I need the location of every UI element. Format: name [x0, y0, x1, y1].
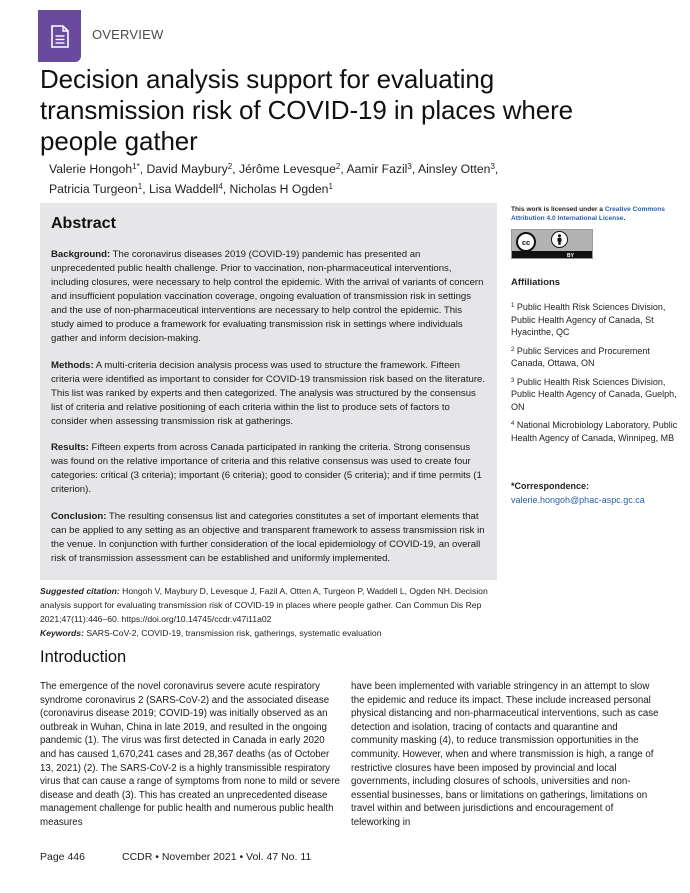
author: Jérôme Levesque$^2$: [238, 162, 341, 176]
license-notice: [511, 205, 686, 223]
keywords-text: SARS-CoV-2, COVID-19, transmission risk, gatherings, systematic evaluation: [83, 628, 382, 638]
affiliation-item: $^3$ Public Health Risk Sciences Division, Public Health Agency of Canada, Guelph, ON: [511, 376, 677, 412]
affiliation-item: $^4$ National Microbiology Laboratory, Public Health Agency of Canada, Winnipeg, MB: [511, 420, 678, 443]
keywords-label: Keywords:: [40, 628, 84, 638]
author-affiliation-marker: 1: [137, 182, 143, 191]
intro-left-column: The emergence of the novel coronavirus severe acute respiratory syndrome coronavirus 2 (SARS-CoV-2) and the associated disease (coronavirus disease 2019; COVID-19) was initially observed as an outbreak in Wuhan, China in late 2019, and resulted in the ongoing pandemic (1). The virus was first detected in Canada in early 2020 and has caused 1,670,241 cases and 28,367 deaths (as of October 13, 2021) (2). The SARS-CoV-2 is a highly transmissible respiratory virus that can cause a range of symptoms from none to mild or severe disease and death (3). This has created an unprecedented disease management challenge for public health and numerous public health measures: [40, 681, 340, 828]
affiliations-heading: Affiliations: [511, 277, 561, 288]
abstract-heading: Abstract: [51, 215, 116, 232]
affiliation-item: $^1$ Public Health Risk Sciences Division, Public Health Agency of Canada, St Hyacinthe, QC: [511, 302, 666, 337]
author: Patricia Turgeon$^1$: [49, 182, 143, 196]
affiliation-number: 3: [511, 377, 515, 384]
citation-text: Hongoh V, Maybury D, Levesque J, Fazil A, Otten A, Turgeon P, Waddell L, Ogden NH. Decision analysis support for evaluating transmission risk of COVID-19 in places where people gather. Can Commun Dis Rep 2021;47(11):446–60. https://doi.org/10.14745/ccdr.v47i11a02: [40, 586, 488, 624]
author-affiliation-marker: 4: [218, 182, 223, 191]
license-prefix: This work is licensed under a: [511, 206, 605, 213]
abstract-section-label: Conclusion:: [51, 510, 107, 522]
affiliation-number: 2: [511, 346, 515, 353]
author-affiliation-marker: 2: [227, 162, 233, 171]
author-affiliation-marker: 1*: [132, 162, 140, 171]
author: David Maybury$^2$: [146, 162, 233, 176]
citation-label: Suggested citation:: [40, 586, 120, 596]
author: Lisa Waddell$^4$: [148, 182, 223, 196]
abstract-paragraph: Results: Fifteen experts from across Canada participated in ranking the criteria. Strong consensus was found on the relative importance of criteria and this relative consensus was used to create four categories: critical (3 criteria); important (6 criteria); good to consider (5 criteria); and if time permits (1 criterion).: [51, 442, 482, 495]
document-icon: [51, 25, 69, 48]
abstract-box: [40, 203, 497, 580]
cc-badge-bottom: [512, 251, 592, 258]
cc-by-badge[interactable]: [511, 229, 593, 259]
section-label: OVERVIEW: [92, 27, 164, 42]
abstract-paragraph: Conclusion: The resulting consensus list and categories constitutes a set of important elements that can be applied to any setting as an objective and transparent framework to assess transmission risk in the venue. In conjunction with further consideration of the local epidemiology of COVID-19, an overall risk of transmission assessment can be established and uniformly implemented.: [51, 510, 485, 564]
abstract-paragraph: Methods: A multi-criteria decision analysis process was used to structure the framework. Fifteen criteria were identified as important to consider for COVID-19 transmission risk based on the literature. This list was ranked by experts and then categorized. The analysis was structured by the consensus list of criteria and relative positioning of each criteria within the list to produce sets of factors to consider when assessing transmission risk at gatherings.: [51, 359, 486, 427]
journal-issue: CCDR • November 2021 • Vol. 47 No. 11: [122, 851, 312, 863]
abstract-paragraph: Background: The coronavirus diseases 2019 (COVID-19) pandemic has presented an unprecedented public health challenge. Prior to vaccination, non-pharmaceutical interventions, including closures, were necessary to help control the epidemic. With the arrival of variants of concern and insufficient population vaccination coverage, ongoing evaluation of transmission risk in settings and the use of non-pharmaceutical interventions are necessary to help control the epidemic. This study aimed to produce a framework for evaluating transmission risk in settings where individuals gather and inform decision-making.: [51, 249, 484, 344]
page-number: Page 446: [40, 851, 85, 863]
suggested-citation: [40, 584, 500, 626]
author: Ainsley Otten$^3$: [417, 162, 495, 176]
abstract-section-label: Results:: [51, 442, 89, 453]
author: Valerie Hongoh$^{1*}$: [49, 162, 140, 176]
abstract-sections: [51, 248, 486, 566]
overview-badge: [38, 10, 81, 62]
introduction-heading: Introduction: [40, 648, 127, 666]
affiliation-number: 4: [511, 421, 515, 427]
affiliation-item: $^2$ Public Services and Procurement Canada, Ottawa, ON: [511, 345, 650, 368]
keywords: [40, 626, 500, 640]
license-link[interactable]: Creative Commons Attribution 4.0 International License: [511, 206, 665, 222]
by-label: BY: [567, 253, 574, 259]
license-suffix: .: [623, 215, 626, 222]
affiliations-list: [511, 300, 686, 444]
author-list: Valerie Hongoh$^{1*}$, David Maybury$^2$, Jérôme Levesque$^2$, Aamir Fazil$^3$, Ainsley Otten$^3$, Patricia Turgeon$^1$, Lisa Waddell$^4$, Nicholas H Ogden$^1$: [49, 162, 499, 196]
attribution-person-icon: [551, 231, 568, 248]
author-affiliation-marker: 1: [328, 182, 333, 191]
abstract-section-label: Background:: [51, 249, 111, 260]
affiliation-number: 1: [511, 303, 515, 309]
correspondence-email[interactable]: valerie.hongoh@phac-aspc.gc.ca: [511, 495, 645, 505]
article-title: Decision analysis support for evaluating transmission risk of COVID-19 in places where people gather: [40, 64, 574, 156]
author-affiliation-marker: 3: [407, 162, 412, 171]
author-affiliation-marker: 3: [490, 162, 495, 171]
abstract-section-label: Methods:: [51, 359, 94, 371]
author: Nicholas H Ogden$^1$: [229, 182, 333, 196]
author: Aamir Fazil$^3$: [346, 162, 412, 176]
correspondence-label: *Correspondence:: [511, 481, 590, 491]
cc-icon: cc: [516, 232, 536, 252]
author-affiliation-marker: 2: [335, 162, 341, 171]
intro-right-column: have been implemented with variable stringency in an attempt to slow the epidemic and reduce its impact. These include increased personal physical distancing and non-pharmaceutical interventions, such as case detection and isolation, tracing of contacts and quarantine and community masking (4), to reduce transmission opportunities in the community. However, when and where transmission is high, a range of restrictive closures have been imposed by provincial and local governments, including closures of schools, universities and non-essential businesses, bans or limitations on gatherings, limitations on travel within and between jurisdictions and encouragement of teleworking in: [351, 681, 659, 828]
citation-block: [40, 584, 500, 640]
sidebar: [511, 205, 686, 505]
